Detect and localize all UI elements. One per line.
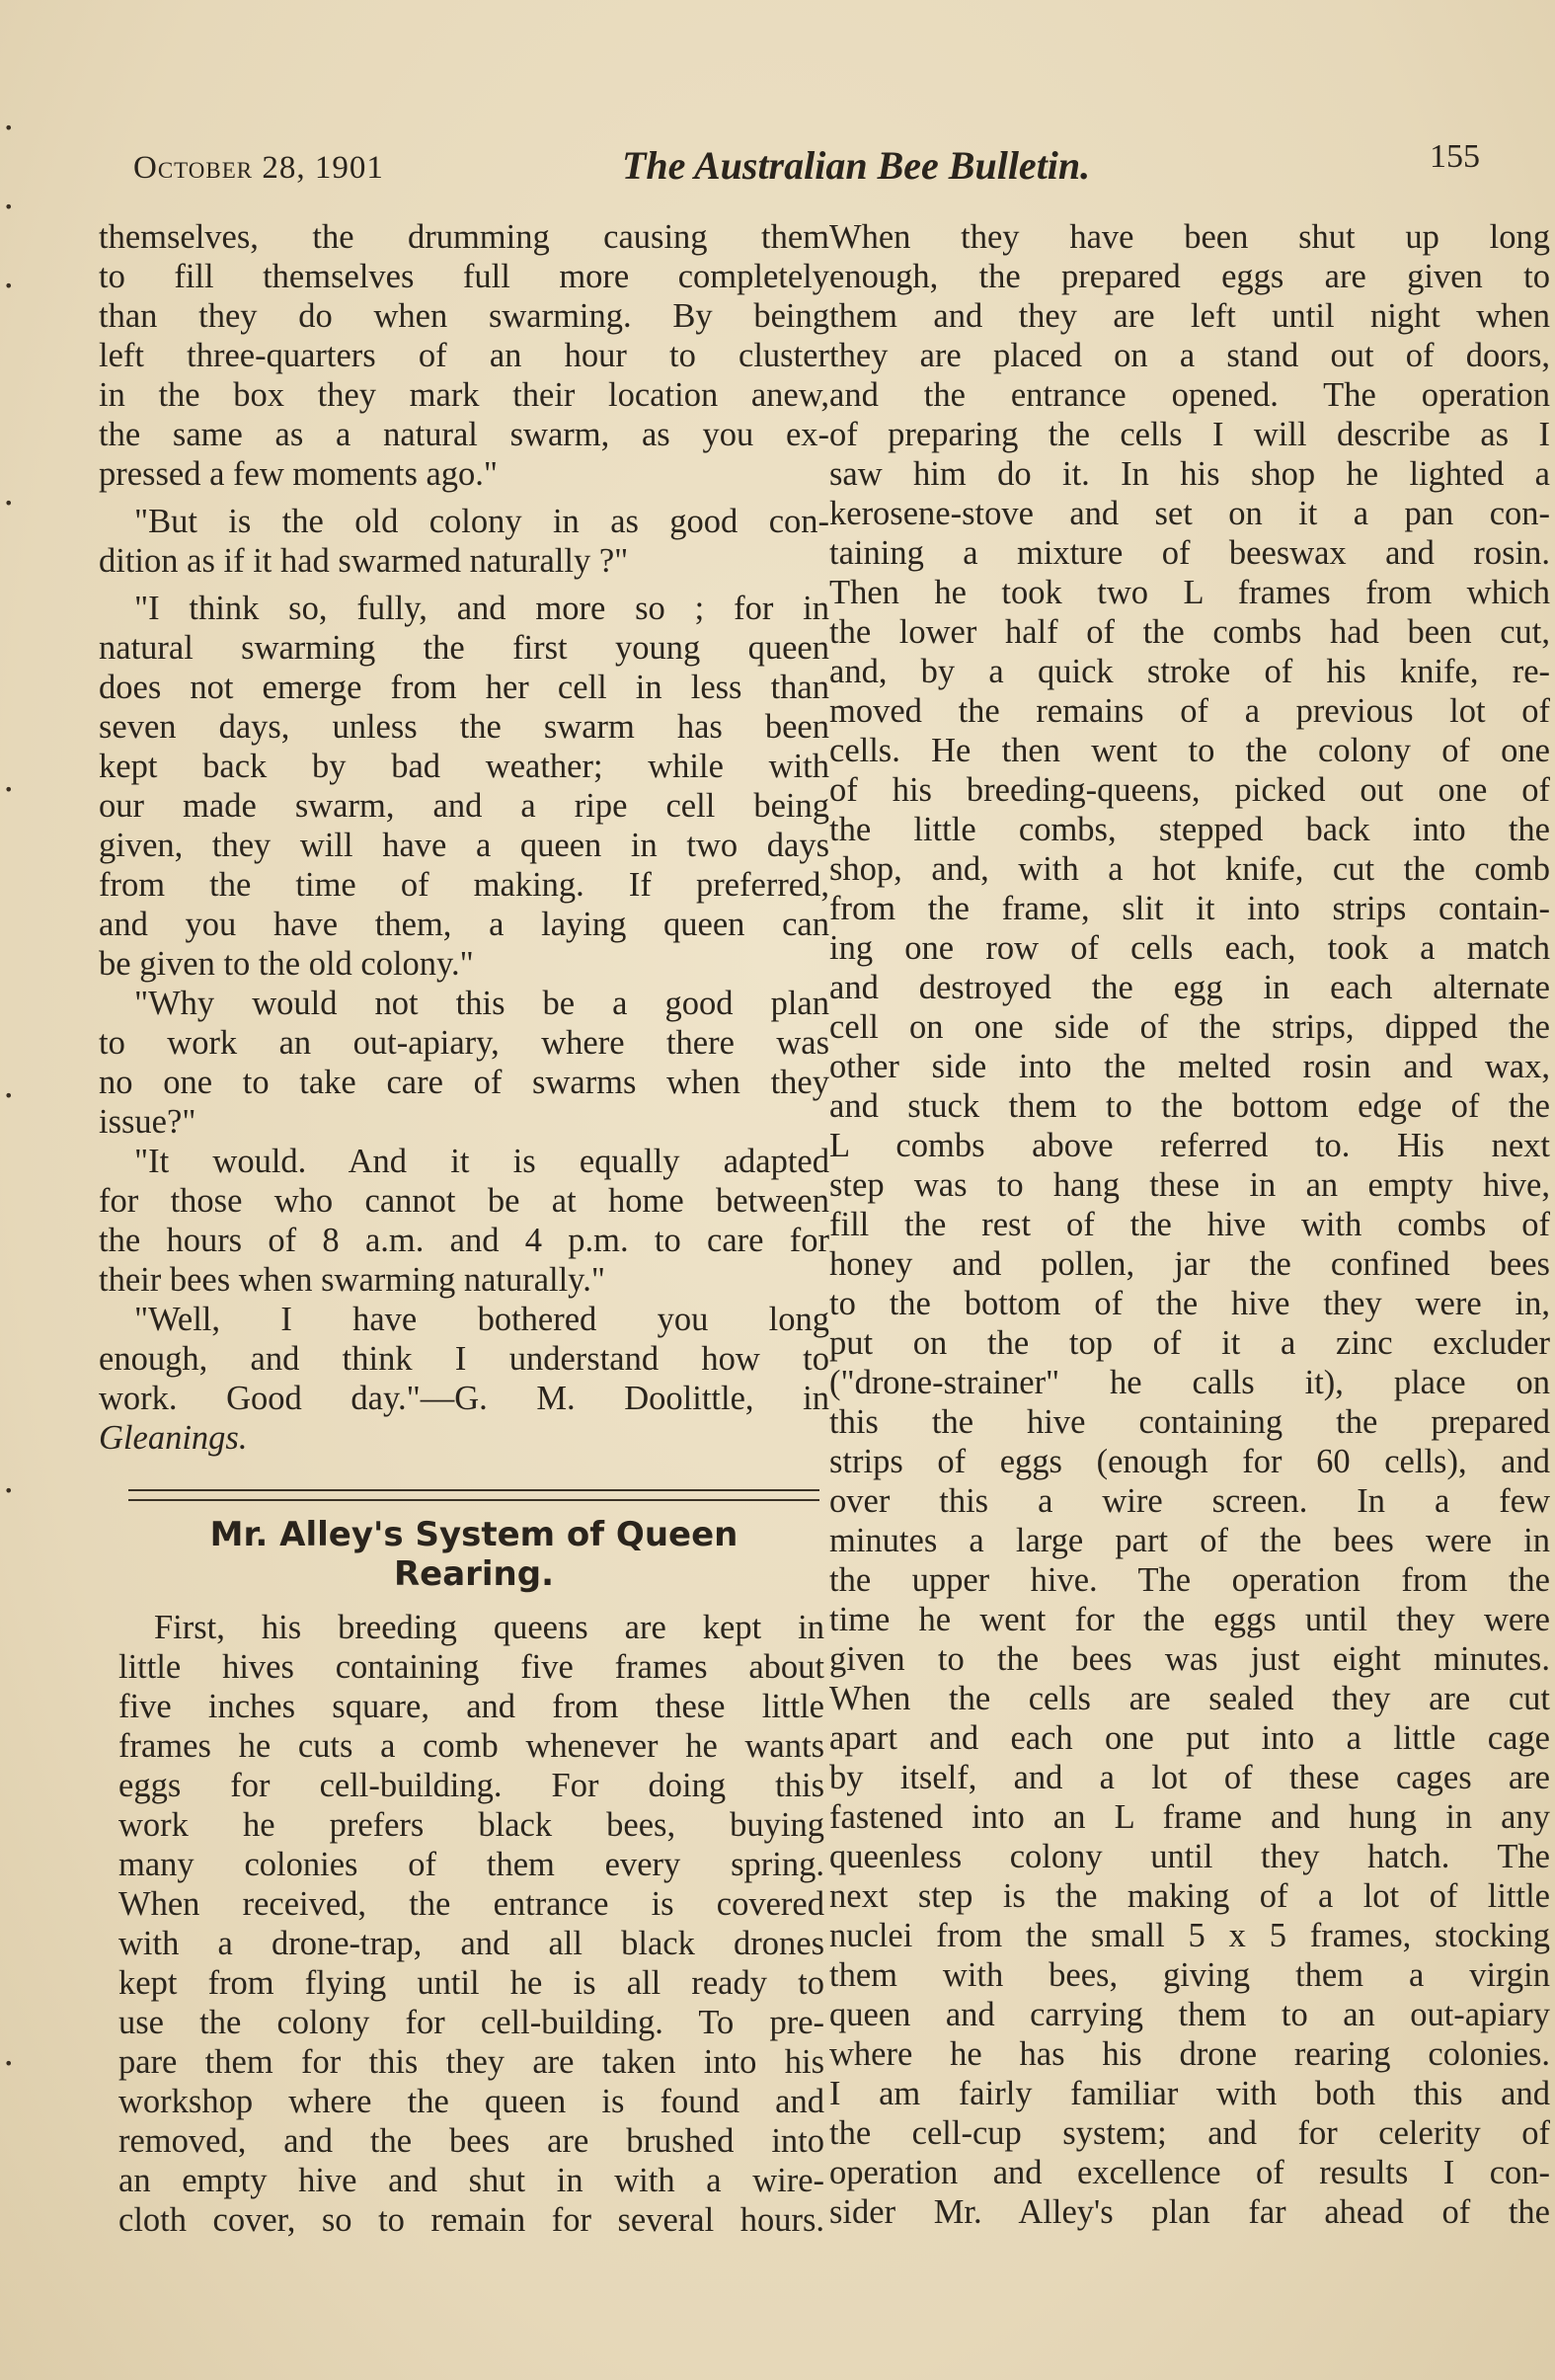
right-line: I am fairly familiar with both this and [829, 2075, 1550, 2112]
right-line: ing one row of cells each, took a match [829, 929, 1550, 967]
left-line: for those who cannot be at home between [99, 1182, 829, 1220]
right-line: cells. He then went to the colony of one [829, 732, 1550, 769]
left-line: kept back by bad weather; while with [99, 748, 829, 785]
left-line: enough, and think I understand how to [99, 1340, 829, 1378]
article-line: an empty hive and shut in with a wire- [118, 2162, 824, 2199]
right-line: the little combs, stepped back into the [829, 811, 1550, 848]
right-line: them and they are left until night when [829, 297, 1550, 335]
left-line: "But is the old colony in as good con- [134, 503, 829, 540]
page-header [0, 138, 1555, 198]
left-line: from the time of making. If preferred, [99, 866, 829, 904]
right-line: taining a mixture of beeswax and rosin. [829, 534, 1550, 572]
header-date: October 28, 1901 [133, 150, 384, 186]
left-line: their bees when swarming naturally." [99, 1261, 605, 1299]
right-line: and stuck them to the bottom edge of the [829, 1087, 1550, 1125]
left-line: the hours of 8 a.m. and 4 p.m. to care for [99, 1222, 829, 1259]
header-publication-title: The Australian Bee Bulletin. [622, 143, 1091, 188]
left-line: be given to the old colony." [99, 945, 474, 983]
left-line: no one to take care of swarms when they [99, 1064, 829, 1101]
right-line: of preparing the cells I will describe as I [829, 416, 1550, 453]
margin-mark: • [4, 2054, 14, 2073]
right-line: minutes a large part of the bees were in [829, 1522, 1550, 1559]
margin-mark: • [4, 1086, 14, 1105]
right-line: fastened into an L frame and hung in any [829, 1798, 1550, 1836]
left-line: issue?" [99, 1103, 196, 1141]
right-line: the upper hive. The operation from the [829, 1561, 1550, 1599]
section-divider-bottom [128, 1499, 819, 1501]
right-line: apart and each one put into a little cage [829, 1719, 1550, 1757]
margin-mark: • [4, 198, 14, 216]
right-line: this the hive containing the prepared [829, 1403, 1550, 1441]
right-line: queen and carrying them to an out-apiary [829, 1996, 1550, 2033]
right-line: by itself, and a lot of these cages are [829, 1759, 1550, 1796]
right-column [829, 217, 1550, 2232]
section-divider-top [128, 1489, 819, 1491]
left-line: in the box they mark their location anew, [99, 376, 829, 414]
right-line: When they have been shut up long [829, 218, 1550, 256]
right-line: ("drone-strainer" he calls it), place on [829, 1364, 1550, 1401]
right-line: honey and pollen, jar the confined bees [829, 1245, 1550, 1283]
left-line: to fill themselves full more completely [99, 258, 829, 295]
left-line: "It would. And it is equally adapted [134, 1143, 829, 1180]
right-line: moved the remains of a previous lot of [829, 692, 1550, 730]
left-line: "Well, I have bothered you long [134, 1301, 829, 1338]
right-line: over this a wire screen. In a few [829, 1482, 1550, 1520]
margin-mark: • [4, 1481, 14, 1500]
right-line: where he has his drone rearing colonies. [829, 2035, 1550, 2073]
right-line: strips of eggs (enough for 60 cells), and [829, 1443, 1550, 1480]
left-line: dition as if it had swarmed naturally ?" [99, 542, 629, 580]
right-line: and, by a quick stroke of his knife, re- [829, 653, 1550, 690]
right-line: them with bees, giving them a virgin [829, 1956, 1550, 1994]
right-line: When the cells are sealed they are cut [829, 1680, 1550, 1717]
left-line: than they do when swarming. By being [99, 297, 829, 335]
article-line: many colonies of them every spring. [118, 1846, 824, 1883]
article-line: five inches square, and from these little [118, 1688, 824, 1725]
right-line: time he went for the eggs until they were [829, 1601, 1550, 1638]
right-line: kerosene-stove and set on it a pan con- [829, 495, 1550, 532]
article-title-line: Mr. Alley's System of Queen [209, 1515, 739, 1554]
left-line: seven days, unless the swarm has been [99, 708, 829, 746]
margin-mark: • [4, 780, 14, 799]
right-line: next step is the making of a lot of little [829, 1877, 1550, 1915]
left-line: to work an out-apiary, where there was [99, 1024, 829, 1062]
right-line: the lower half of the combs had been cut, [829, 613, 1550, 651]
article-line: removed, and the bees are brushed into [118, 2122, 824, 2160]
right-line: step was to hang these in an empty hive, [829, 1166, 1550, 1204]
article-line: frames he cuts a comb whenever he wants [118, 1727, 824, 1765]
right-line: Then he took two L frames from which [829, 574, 1550, 611]
right-line: from the frame, slit it into strips contain- [829, 890, 1550, 927]
article-line: work he prefers black bees, buying [118, 1806, 824, 1844]
margin-mark: • [4, 277, 14, 295]
article-line: pare them for this they are taken into his [118, 2043, 824, 2081]
left-line: work. Good day."—G. M. Doolittle, in [99, 1380, 829, 1417]
article-line: eggs for cell-building. For doing this [118, 1767, 824, 1804]
right-line: queenless colony until they hatch. The [829, 1838, 1550, 1875]
right-line: shop, and, with a hot knife, cut the comb [829, 850, 1550, 888]
article-line: When received, the entrance is covered [118, 1885, 824, 1923]
left-line: "Why would not this be a good plan [134, 985, 829, 1022]
right-line: and the entrance opened. The operation [829, 376, 1550, 414]
right-line: put on the top of it a zinc excluder [829, 1324, 1550, 1362]
right-line: of his breeding-queens, picked out one of [829, 771, 1550, 809]
left-line: natural swarming the first young queen [99, 629, 829, 667]
right-line: nuclei from the small 5 x 5 frames, stocking [829, 1917, 1550, 1954]
left-line: "I think so, fully, and more so ; for in [134, 590, 829, 627]
article-line: kept from flying until he is all ready to [118, 1964, 824, 2002]
article-line: First, his breeding queens are kept in [154, 1609, 824, 1646]
left-line: left three-quarters of an hour to cluster [99, 337, 829, 374]
left-line-source: Gleanings. [99, 1419, 248, 1457]
right-line: saw him do it. In his shop he lighted a [829, 455, 1550, 493]
left-line: given, they will have a queen in two days [99, 827, 829, 864]
article-title-line: Rearing. [393, 1554, 555, 1594]
right-line: to the bottom of the hive they were in, [829, 1285, 1550, 1322]
left-line: does not emerge from her cell in less than [99, 669, 829, 706]
right-line: the cell-cup system; and for celerity of [829, 2114, 1550, 2152]
right-line: L combs above referred to. His next [829, 1127, 1550, 1164]
margin-mark: • [4, 494, 14, 513]
left-line: our made swarm, and a ripe cell being [99, 787, 829, 825]
article-title [118, 1515, 829, 1594]
right-line: sider Mr. Alley's plan far ahead of the [829, 2193, 1550, 2231]
right-line: fill the rest of the hive with combs of [829, 1206, 1550, 1243]
left-line: pressed a few moments ago." [99, 455, 499, 493]
right-line: other side into the melted rosin and wax, [829, 1048, 1550, 1085]
article-line: use the colony for cell-building. To pre- [118, 2004, 824, 2041]
right-line: given to the bees was just eight minutes. [829, 1640, 1550, 1678]
left-line: and you have them, a laying queen can [99, 906, 829, 943]
left-line: the same as a natural swarm, as you ex- [99, 416, 829, 453]
left-line: themselves, the drumming causing them [99, 218, 829, 256]
margin-mark: • [4, 119, 14, 137]
right-line: cell on one side of the strips, dipped the [829, 1008, 1550, 1046]
right-line: they are placed on a stand out of doors, [829, 337, 1550, 374]
article-line: cloth cover, so to remain for several hours. [118, 2201, 824, 2239]
article-body [118, 1608, 824, 2240]
article-line: workshop where the queen is found and [118, 2083, 824, 2120]
left-column [99, 217, 829, 1458]
right-line: operation and excellence of results I con- [829, 2154, 1550, 2191]
article-line: with a drone-trap, and all black drones [118, 1925, 824, 1962]
article-line: little hives containing five frames about [118, 1648, 824, 1686]
right-line: and destroyed the egg in each alternate [829, 969, 1550, 1006]
header-page-number: 155 [1430, 138, 1480, 175]
right-line: enough, the prepared eggs are given to [829, 258, 1550, 295]
